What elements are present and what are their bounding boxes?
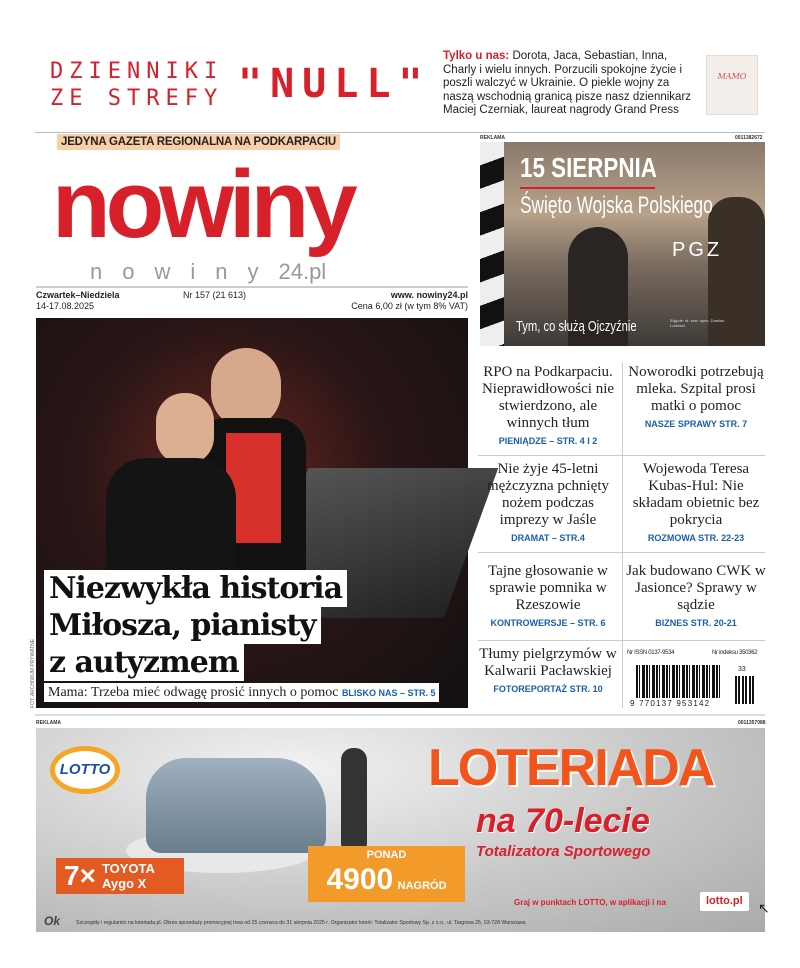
article-kicker: KONTROWERSJE – STR. 6: [490, 618, 606, 628]
article-kicker: DRAMAT – STR.4: [511, 533, 585, 543]
promo-teaser[interactable]: [443, 50, 701, 118]
lotto-logo: LOTTO: [50, 746, 120, 794]
ok-logo-icon: Ok: [44, 914, 61, 928]
ad-lotto[interactable]: [36, 728, 770, 932]
fine-print: Szczegóły i regulamin na loteriada.pl. Okres sprzedaży promocyjnej trwa od 25 czerwca do 31 sierpnia 2025 r. Organizator loterii: Totalizator Sportowy Sp. z o.o., ul. Targowa 25, 03-728 Warszawa.: [76, 920, 527, 926]
car-model: Aygo X: [101, 876, 147, 891]
red-rule: [520, 187, 655, 189]
prize-num: 4900: [326, 863, 394, 896]
article-title: Tajne głosowanie w sprawie pomnika w Rzeszowie: [488, 563, 608, 613]
car-name: TOYOTA: [101, 861, 155, 876]
article-kicker: ROZMOWA STR. 22-23: [647, 533, 745, 543]
car-prize-badge: [56, 858, 184, 894]
divider: [478, 640, 765, 641]
column-divider: [622, 362, 623, 708]
ad-credit: Zdjęcie: st. szer. spec. Damian Lubiński: [670, 318, 725, 328]
ad-code: 0011357088: [738, 720, 766, 726]
prize-pre: PONAD: [366, 849, 407, 861]
article-title: Wojewoda Teresa Kubas-Hul: Nie składam obietnic bez pokrycia: [632, 461, 760, 528]
article-title: Jak budowano CWK w Jasionce? Sprawy w sądzie: [626, 563, 766, 613]
photo-credit: FOT. ARCHIWUM PRYWATNE: [30, 638, 36, 708]
promo-lead: Tylko u nas:: [443, 50, 510, 62]
headline-line: Miłosza, pianisty: [44, 607, 321, 644]
divider: [35, 132, 765, 133]
divider: [478, 552, 765, 553]
sub-text: Mama: Trzeba mieć odwagę prosić innych o pomoc: [48, 685, 339, 700]
loteriada-subtitle: na 70-lecie: [476, 802, 650, 840]
logo: nowiny: [52, 151, 353, 258]
promo-thumbnail: [706, 55, 758, 115]
promo-text: Dorota, Jaca, Sebastian, Inna, Charly i wielu innych. Porzucili spokojne życie i poszli walczyć w Ukrainie. O piekle wojny za naszą wschodnią granicą pisze nasz dziennikarz Maciej Czerniak, laureat nagrody Grand Press: [443, 50, 692, 116]
prizes-badge: [308, 846, 465, 902]
promo-title-line1: DZIENNIKI: [50, 59, 224, 84]
article-teaser[interactable]: [478, 461, 618, 544]
ad-military[interactable]: [480, 142, 765, 346]
article-teaser[interactable]: [626, 364, 766, 430]
cursor-icon: ↖: [758, 900, 770, 916]
article-title: Tłumy pielgrzymów w Kalwarii Pacławskiej: [479, 646, 617, 679]
barcode-addon: 33: [738, 666, 746, 673]
divider: [478, 455, 765, 456]
site-a: nowiny: [90, 259, 279, 284]
article-kicker: FOTOREPORTAŻ STR. 10: [493, 684, 603, 694]
thumb-text: MAMO: [717, 72, 747, 81]
ad-label: REKLAMA: [36, 720, 61, 726]
article-teaser[interactable]: [626, 563, 766, 629]
date: 14-17.08.2025: [36, 300, 95, 311]
lead-headline[interactable]: [44, 570, 464, 702]
article-teaser[interactable]: [626, 461, 766, 544]
barcode-addon-bars: [735, 676, 755, 704]
site-url-logo: [90, 259, 326, 284]
divider: [35, 714, 765, 716]
lead-kicker: BLISKO NAS – STR. 5: [341, 688, 436, 698]
barcode-digits: 9 770137 953142: [630, 699, 711, 708]
pgz-logo: PGZ: [672, 239, 723, 261]
index-number: Nr indeksu 350362: [712, 650, 758, 656]
promo-title-line2: ZE STREFY: [50, 86, 224, 111]
lotto-link[interactable]: lotto.pl: [700, 892, 749, 911]
loteriada-org: Totalizatora Sportowego: [476, 843, 651, 860]
url-price: [351, 290, 468, 311]
issue-number: Nr 157 (21 613): [183, 290, 247, 300]
ad-subtitle: Święto Wojska Polskiego: [520, 192, 713, 219]
ad-title: 15 SIERPNIA: [520, 152, 657, 183]
barcode: [636, 665, 722, 698]
cta-text: Graj w punktach LOTTO, w aplikacji i na: [514, 898, 666, 907]
article-title: Noworodki potrzebują mleka. Szpital prosi matki o pomoc: [628, 364, 764, 414]
ad-code: 0011382672: [735, 135, 763, 141]
ad-slogan: Tym, co służą Ojczyźnie: [516, 318, 637, 335]
headline-line: Niezwykła historia: [44, 570, 347, 607]
car-count: 7×: [64, 860, 96, 891]
article-title: Nie żyje 45-letni mężczyzna pchnięty nożem podczas imprezy w Jaśle: [486, 461, 609, 528]
mother-face: [211, 348, 281, 428]
issn: Nr ISSN 0137-9534: [627, 650, 675, 656]
article-teaser[interactable]: [478, 563, 618, 629]
promo-title-word: "NULL": [238, 61, 431, 107]
edition-date: [36, 290, 120, 311]
days: Czwartek–Niedziela: [36, 290, 120, 300]
toyota-car: [146, 758, 326, 853]
url[interactable]: www. nowiny24.pl: [390, 290, 468, 300]
ad-label: REKLAMA: [480, 135, 505, 141]
price: Cena 6,00 zł (w tym 8% VAT): [351, 300, 468, 311]
article-title: RPO na Podkarpaciu. Nieprawidłowości nie stwierdzono, ale winnych tłum: [481, 364, 615, 431]
border-post: [480, 142, 504, 346]
lead-subheadline: [44, 683, 439, 702]
woman-figure: [341, 748, 367, 848]
article-teaser[interactable]: [478, 646, 618, 695]
article-kicker: PIENIĄDZE – STR. 4 I 2: [498, 436, 598, 446]
promo-title[interactable]: [50, 58, 223, 112]
prize-post: NAGRÓD: [397, 880, 447, 892]
divider: [36, 286, 468, 288]
article-teaser[interactable]: [478, 364, 618, 447]
tagline: JEDYNA GAZETA REGIONALNA NA PODKARPACIU: [57, 134, 340, 150]
son-face: [156, 393, 214, 465]
article-kicker: BIZNES STR. 20-21: [655, 618, 737, 628]
loteriada-title: LOTERIADA: [428, 739, 714, 797]
headline-line: z autyzmem: [44, 644, 244, 681]
article-kicker: NASZE SPRAWY STR. 7: [644, 419, 748, 429]
site-b: 24.pl: [278, 259, 327, 284]
